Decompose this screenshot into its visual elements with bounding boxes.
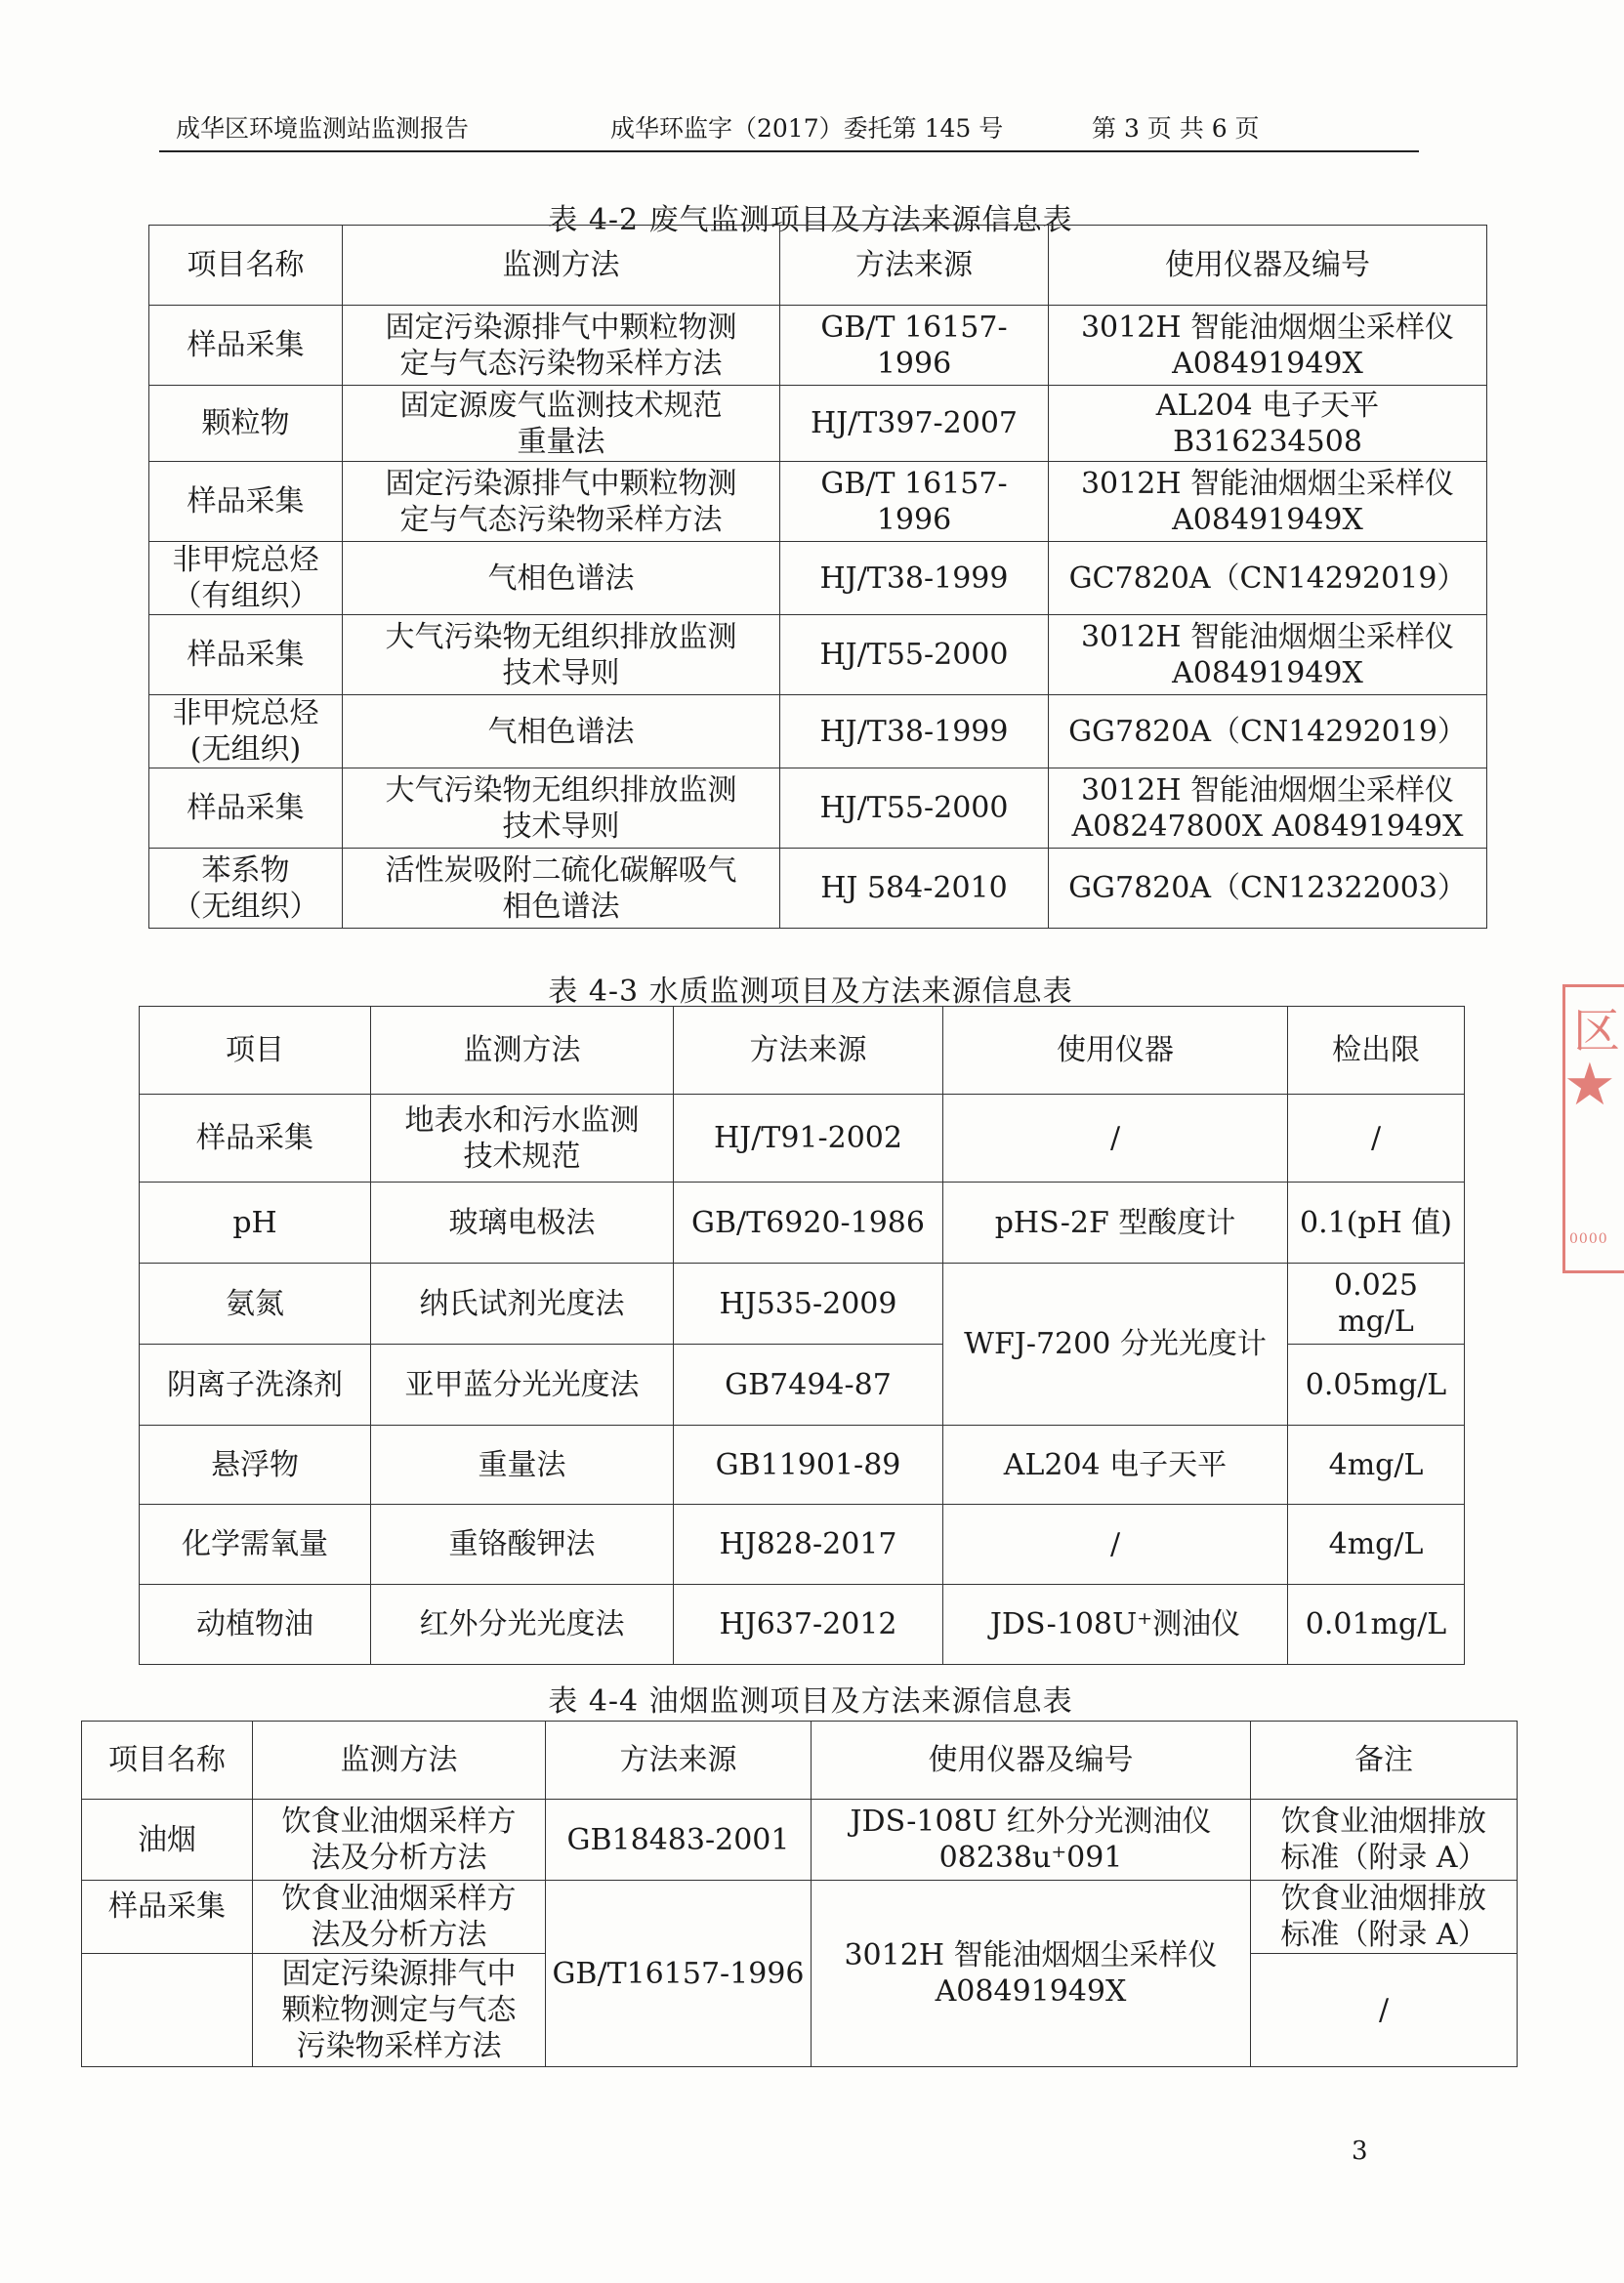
cell-item: 氨氮 — [226, 1286, 284, 1321]
table-row — [149, 386, 1487, 462]
cell-method: 固定污染源排气中 颗粒物测定与气态 污染物采样方法 — [281, 1957, 517, 2063]
cell-method: 大气污染物无组织排放监测 技术导则 — [385, 619, 737, 690]
cell-source: GB18483-2001 — [566, 1822, 790, 1857]
table-row — [140, 1426, 1465, 1505]
cell-instrument: / — [1109, 1527, 1121, 1561]
cell-item: 悬浮物 — [211, 1447, 299, 1482]
page-indicator: 第 3 页 共 6 页 — [1092, 114, 1260, 143]
cell-instrument: WFJ-7200 分光光度计 — [964, 1327, 1267, 1361]
table-header-row — [140, 1007, 1465, 1095]
cell-method: 重铬酸钾法 — [448, 1527, 596, 1561]
cell-instrument: 3012H 智能油烟烟尘采样仪 A08247800X A08491949X — [1071, 772, 1464, 844]
table-row — [140, 1183, 1465, 1264]
cell-source: GB/T16157-1996 — [552, 1956, 805, 1991]
cell-source: HJ 584-2010 — [820, 871, 1008, 905]
col-header-instrument: 使用仪器 — [1057, 1033, 1174, 1067]
table-4-3-title: 表 4-3 水质监测项目及方法来源信息表 — [548, 975, 1073, 1009]
cell-method: 固定污染源排气中颗粒物测 定与气态污染物采样方法 — [385, 466, 737, 537]
cell-limit: 0.01mg/L — [1305, 1607, 1447, 1641]
cell-source: HJ637-2012 — [719, 1607, 897, 1641]
col-header-method: 监测方法 — [463, 1033, 581, 1067]
cell-method: 气相色谱法 — [487, 714, 635, 749]
seal-star-icon: ★ — [1563, 1051, 1616, 1119]
table-row — [149, 768, 1487, 849]
cell-limit: 0.1(pH 值) — [1299, 1205, 1453, 1240]
cell-instrument: pHS-2F 型酸度计 — [994, 1205, 1236, 1240]
table-row — [149, 695, 1487, 768]
cell-instrument: JDS-108U⁺测油仪 — [989, 1607, 1241, 1641]
cell-source: HJ828-2017 — [719, 1527, 897, 1561]
cell-remarks: 饮食业油烟排放 标准（附录 A） — [1280, 1882, 1487, 1952]
col-header-source: 方法来源 — [855, 248, 973, 282]
cell-instrument: 3012H 智能油烟烟尘采样仪 A08491949X — [1080, 310, 1455, 381]
cell-instrument: 3012H 智能油烟烟尘采样仪 A08491949X — [1080, 619, 1455, 690]
cell-method: 玻璃电极法 — [448, 1205, 596, 1240]
cell-source: HJ/T55-2000 — [819, 638, 1009, 672]
cell-item: 样品采集 — [187, 638, 305, 672]
cell-instrument: GG7820A（CN14292019） — [1068, 714, 1467, 749]
cell-limit: 0.025 mg/L — [1334, 1268, 1418, 1339]
col-header-item-name: 项目名称 — [108, 1743, 226, 1777]
cell-method: 大气污染物无组织排放监测 技术导则 — [385, 772, 737, 844]
table-row — [140, 1585, 1465, 1665]
table-header-row — [149, 226, 1487, 306]
cell-instrument: GC7820A（CN14292019） — [1068, 560, 1467, 596]
cell-item: pH — [232, 1205, 277, 1240]
cell-item: 动植物油 — [196, 1607, 313, 1641]
table-row — [82, 1881, 1518, 1954]
table-row — [149, 615, 1487, 695]
cell-source: HJ/T55-2000 — [819, 791, 1009, 825]
cell-instrument: JDS-108U 红外分光测油仪 08238u⁺091 — [850, 1805, 1212, 1875]
cell-method: 地表水和污水监测 技术规范 — [404, 1102, 640, 1174]
seal-character: 区 — [1573, 1004, 1621, 1058]
seal-marks: 0000 — [1569, 1231, 1608, 1247]
cell-instrument: / — [1109, 1121, 1121, 1155]
cell-method: 重量法 — [478, 1447, 566, 1482]
cell-instrument: 3012H 智能油烟烟尘采样仪 A08491949X — [844, 1938, 1218, 2009]
table-row — [149, 542, 1487, 615]
cell-limit: 0.05mg/L — [1305, 1367, 1447, 1402]
table-4-2 — [148, 225, 1487, 929]
cell-limit: / — [1370, 1121, 1382, 1155]
cell-item: 化学需氧量 — [182, 1527, 328, 1561]
cell-source: HJ/T397-2007 — [810, 406, 1019, 440]
table-4-3 — [139, 1006, 1465, 1665]
col-header-remarks: 备注 — [1354, 1743, 1413, 1777]
cell-item: 样品采集 — [187, 791, 305, 825]
col-header-method: 监测方法 — [340, 1743, 458, 1777]
cell-method: 气相色谱法 — [487, 560, 635, 596]
report-org: 成华区环境监测站监测报告 — [176, 114, 470, 143]
cell-instrument: AL204 电子天平 — [1003, 1447, 1228, 1482]
cell-remarks: 饮食业油烟排放 标准（附录 A） — [1280, 1805, 1487, 1875]
cell-item: 苯系物 （无组织） — [172, 852, 319, 924]
cell-item: 阴离子洗涤剂 — [167, 1367, 343, 1402]
report-number: 成华环监字（2017）委托第 145 号 — [610, 114, 1004, 143]
table-4-4 — [81, 1721, 1518, 2067]
table-row — [149, 306, 1487, 386]
col-header-instrument: 使用仪器及编号 — [928, 1743, 1134, 1777]
cell-source: GB/T6920-1986 — [691, 1205, 925, 1240]
table-4-4-title: 表 4-4 油烟监测项目及方法来源信息表 — [548, 1684, 1073, 1719]
cell-item: 样品采集 — [196, 1121, 313, 1155]
table-row — [149, 462, 1487, 542]
cell-item: 样品采集 — [187, 484, 305, 519]
col-header-source: 方法来源 — [749, 1033, 867, 1067]
col-header-item: 项目 — [226, 1033, 284, 1067]
cell-item: 非甲烷总烃 (无组织) — [172, 696, 319, 767]
cell-method: 饮食业油烟采样方 法及分析方法 — [281, 1882, 517, 1952]
table-row — [140, 1095, 1465, 1183]
col-header-source: 方法来源 — [619, 1743, 737, 1777]
cell-method: 饮食业油烟采样方 法及分析方法 — [281, 1805, 517, 1875]
cell-instrument: AL204 电子天平 B316234508 — [1155, 388, 1380, 459]
cell-source: HJ/T38-1999 — [819, 714, 1009, 749]
cell-method: 亚甲蓝分光光度法 — [404, 1367, 640, 1402]
cell-source: GB/T 16157-1996 — [820, 310, 1008, 381]
cell-source: HJ535-2009 — [719, 1286, 897, 1321]
table-row — [140, 1505, 1465, 1585]
col-header-detection-limit: 检出限 — [1332, 1033, 1420, 1067]
cell-item: 颗粒物 — [201, 406, 290, 440]
cell-source: GB/T 16157-1996 — [820, 466, 1008, 537]
table-4-2-title: 表 4-2 废气监测项目及方法来源信息表 — [548, 203, 1073, 237]
cell-source: HJ/T38-1999 — [819, 560, 1009, 596]
page-number: 3 — [1352, 2137, 1368, 2166]
cell-method: 纳氏试剂光度法 — [419, 1286, 625, 1321]
cell-item: 非甲烷总烃 （有组织） — [172, 543, 319, 613]
table-row — [149, 849, 1487, 929]
cell-limit: 4mg/L — [1328, 1527, 1424, 1561]
header-rule — [159, 150, 1419, 152]
cell-item: 油烟 — [138, 1822, 196, 1857]
table-row — [140, 1264, 1465, 1345]
table-row — [82, 1800, 1518, 1881]
cell-remarks: / — [1378, 1993, 1390, 2027]
cell-limit: 4mg/L — [1328, 1447, 1424, 1482]
col-header-instrument: 使用仪器及编号 — [1165, 248, 1370, 282]
cell-method: 固定源废气监测技术规范 重量法 — [399, 388, 723, 459]
cell-instrument: GG7820A（CN12322003） — [1068, 871, 1467, 905]
cell-item: 样品采集 — [187, 328, 305, 362]
cell-source: HJ/T91-2002 — [714, 1121, 902, 1155]
col-header-method: 监测方法 — [502, 248, 620, 282]
cell-method: 活性炭吸附二硫化碳解吸气 相色谱法 — [385, 852, 737, 924]
table-header-row — [82, 1722, 1518, 1800]
cell-method: 红外分光光度法 — [419, 1607, 625, 1641]
cell-instrument: 3012H 智能油烟烟尘采样仪 A08491949X — [1080, 466, 1455, 537]
red-seal-stamp — [1562, 984, 1624, 1273]
cell-source: GB7494-87 — [725, 1367, 892, 1402]
cell-item: 样品采集 — [108, 1889, 226, 1924]
cell-source: GB11901-89 — [715, 1447, 901, 1482]
col-header-item-name: 项目名称 — [187, 248, 305, 282]
cell-method: 固定污染源排气中颗粒物测 定与气态污染物采样方法 — [385, 310, 737, 381]
